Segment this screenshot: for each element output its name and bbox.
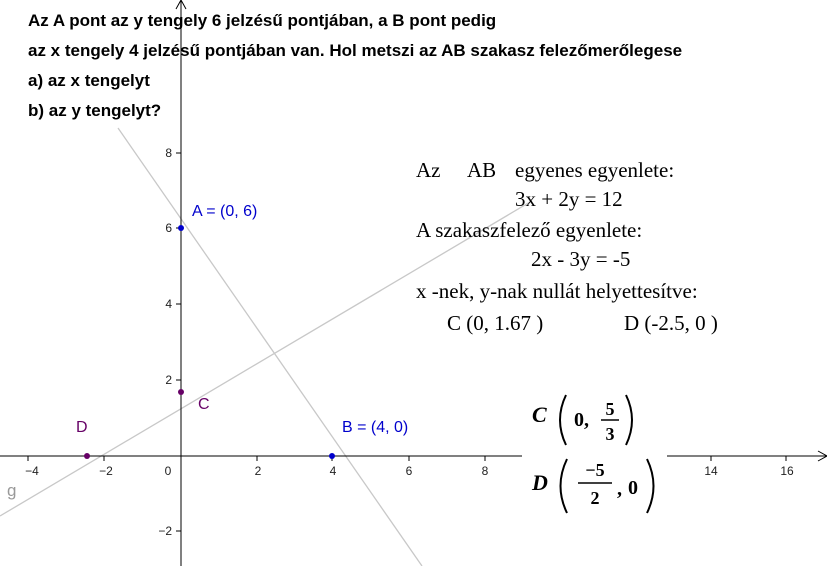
x-tick-label: 16: [780, 464, 794, 478]
point-d-result: D (-2.5, 0 ): [624, 311, 718, 335]
formula-c-label: C: [532, 402, 547, 427]
x-tick-label: 4: [329, 464, 337, 478]
formula-d-comma: ,: [617, 478, 622, 500]
formula-c-zero: 0,: [574, 409, 589, 431]
formula-d-zero: 0: [628, 477, 638, 499]
y-tick-label: 8: [165, 146, 172, 160]
eq-line1-prefix: Az: [416, 158, 441, 182]
x-tick-label: 0: [164, 464, 172, 478]
y-tick-label: 4: [165, 297, 172, 311]
point-d-label[interactable]: D: [76, 419, 88, 436]
formula-d-denominator: 2: [590, 488, 600, 508]
y-tick-marks: [176, 153, 181, 531]
formula-d-numerator: −5: [585, 460, 605, 480]
point-a[interactable]: [178, 225, 184, 231]
point-d[interactable]: [84, 453, 90, 459]
eq-line3: A szakaszfelező egyenlete:: [416, 218, 643, 242]
perpendicular-bisector-line[interactable]: [0, 202, 530, 516]
problem-line-2: az x tengely 4 jelzésű pontjában van. Hol metszi az AB szakasz felezőmerőlegese: [28, 41, 683, 60]
eq-line5: x -nek, y-nak nullát helyettesítve:: [416, 279, 698, 303]
ab-line[interactable]: [118, 128, 422, 566]
point-c[interactable]: [178, 389, 184, 395]
x-tick-label: 6: [405, 464, 413, 478]
point-c-result: C (0, 1.67 ): [447, 311, 544, 335]
y-tick-label: −2: [158, 524, 172, 538]
bisector-equation: 2x - 3y = -5: [531, 247, 631, 271]
problem-line-3: a) az x tengelyt: [28, 71, 150, 90]
point-c-label[interactable]: C: [198, 396, 210, 413]
point-b-label[interactable]: B = (4, 0): [342, 419, 409, 436]
y-tick-label: 2: [165, 373, 172, 387]
line-label-g: g: [7, 481, 17, 500]
equation-textbox[interactable]: [416, 158, 718, 335]
x-tick-label: 8: [481, 464, 489, 478]
x-tick-label: −4: [25, 464, 39, 478]
formula-c-numerator: 5: [605, 399, 615, 419]
eq-line1-rest: egyenes egyenlete:: [515, 158, 675, 182]
formula-box[interactable]: [522, 386, 667, 516]
eq-line1-ab: AB: [467, 158, 497, 182]
x-tick-label: −2: [99, 464, 113, 478]
formula-d-label: D: [532, 470, 548, 495]
point-a-label[interactable]: A = (0, 6): [192, 203, 258, 220]
x-tick-label: 14: [704, 464, 718, 478]
point-b[interactable]: [329, 453, 335, 459]
ab-equation: 3x + 2y = 12: [515, 187, 623, 211]
formula-c-denominator: 3: [605, 424, 615, 444]
problem-line-1: Az A pont az y tengely 6 jelzésű pontjában, a B pont pedig: [28, 11, 497, 30]
problem-line-4: b) az y tengelyt?: [28, 101, 162, 120]
x-tick-marks: [28, 456, 786, 461]
y-tick-label: 6: [165, 221, 172, 235]
x-tick-label: 2: [254, 464, 262, 478]
